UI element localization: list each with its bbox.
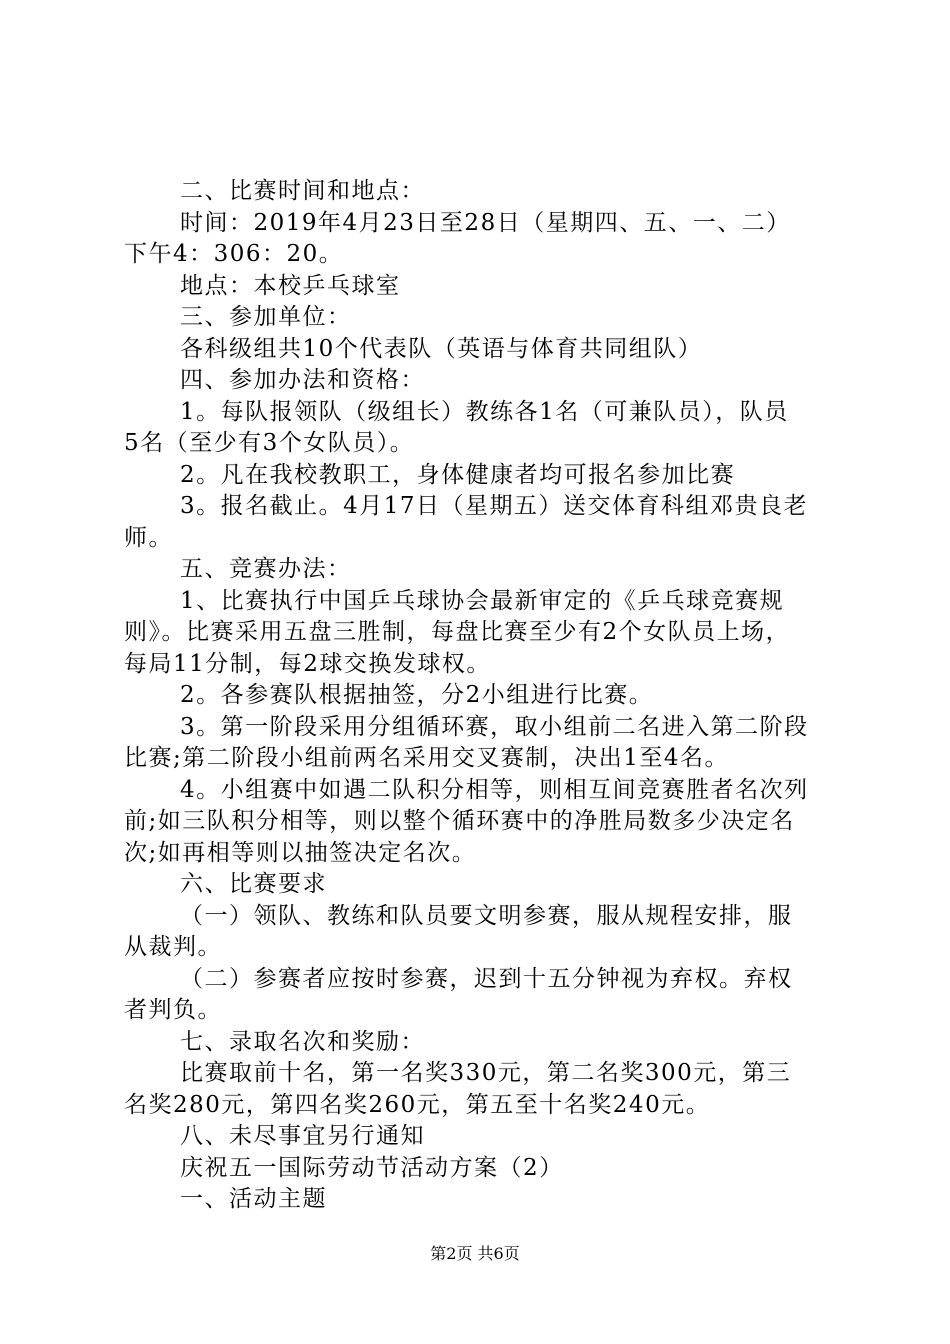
text-line: 4。小组赛中如遇二队积分相等，则相互间竞赛胜者名次列 <box>180 776 809 803</box>
text-line: 比赛取前十名，第一名奖330元，第二名奖300元，第三 <box>180 1060 792 1086</box>
text-line: 地点：本校乒乓球室 <box>180 272 401 299</box>
text-line: 七、录取名次和奖励： <box>180 1028 425 1055</box>
text-line: 者判负。 <box>124 997 222 1023</box>
text-line: 3。第一阶段采用分组循环赛，取小组前二名进入第二阶段 <box>180 713 809 740</box>
text-line: 1、比赛执行中国乒乓球协会最新审定的《乒乓球竞赛规 <box>180 587 785 614</box>
text-line: 5名（至少有3个女队员）。 <box>124 430 415 456</box>
text-line: 下午4：306：20。 <box>124 241 344 267</box>
text-line: 一、活动主题 <box>180 1186 327 1212</box>
text-line: 四、参加办法和资格： <box>180 367 425 393</box>
text-line: 五、竞赛办法： <box>180 556 352 582</box>
text-line: 则》。比赛采用五盘三胜制，每盘比赛至少有2个女队员上场， <box>124 619 791 645</box>
text-line: 庆祝五一国际劳动节活动方案（2） <box>180 1154 564 1181</box>
document-body <box>124 176 836 1216</box>
text-line: 次;如再相等则以抽签决定名次。 <box>124 839 477 866</box>
text-line: （二）参赛者应按时参赛，迟到十五分钟视为弃权。弃权 <box>180 965 793 992</box>
text-line: 各科级组共10个代表队（英语与体育共同组队） <box>180 335 703 362</box>
text-line: 二、比赛时间和地点： <box>180 178 425 204</box>
text-line: 1。每队报领队（级组长）教练各1名（可兼队员），队员 <box>180 398 789 425</box>
text-line: 师。 <box>124 524 173 551</box>
text-line: 三、参加单位： <box>180 304 352 330</box>
text-line: 2。各参赛队根据抽签，分2小组进行比赛。 <box>180 682 654 708</box>
text-line: 时间：2019年4月23日至28日（星期四、五、一、二） <box>180 209 791 236</box>
text-line: （一）领队、教练和队员要文明参赛，服从规程安排，服 <box>180 902 793 929</box>
text-line: 每局11分制，每2球交换发球权。 <box>124 650 491 677</box>
text-line: 前;如三队积分相等，则以整个循环赛中的净胜局数多少决定名 <box>124 808 795 834</box>
text-line: 2。凡在我校教职工，身体健康者均可报名参加比赛 <box>180 461 736 488</box>
page-footer: 第2页 共6页 <box>430 1244 520 1263</box>
text-line: 八、未尽事宜另行通知 <box>180 1123 425 1149</box>
text-line: 比赛;第二阶段小组前两名采用交叉赛制，决出1至4名。 <box>124 745 730 771</box>
text-line: 六、比赛要求 <box>180 871 327 897</box>
text-line: 从裁判。 <box>124 934 222 960</box>
text-line: 3。报名截止。4月17日（星期五）送交体育科组邓贵良老 <box>180 493 809 519</box>
text-line: 名奖280元，第四名奖260元，第五至十名奖240元。 <box>124 1091 711 1118</box>
